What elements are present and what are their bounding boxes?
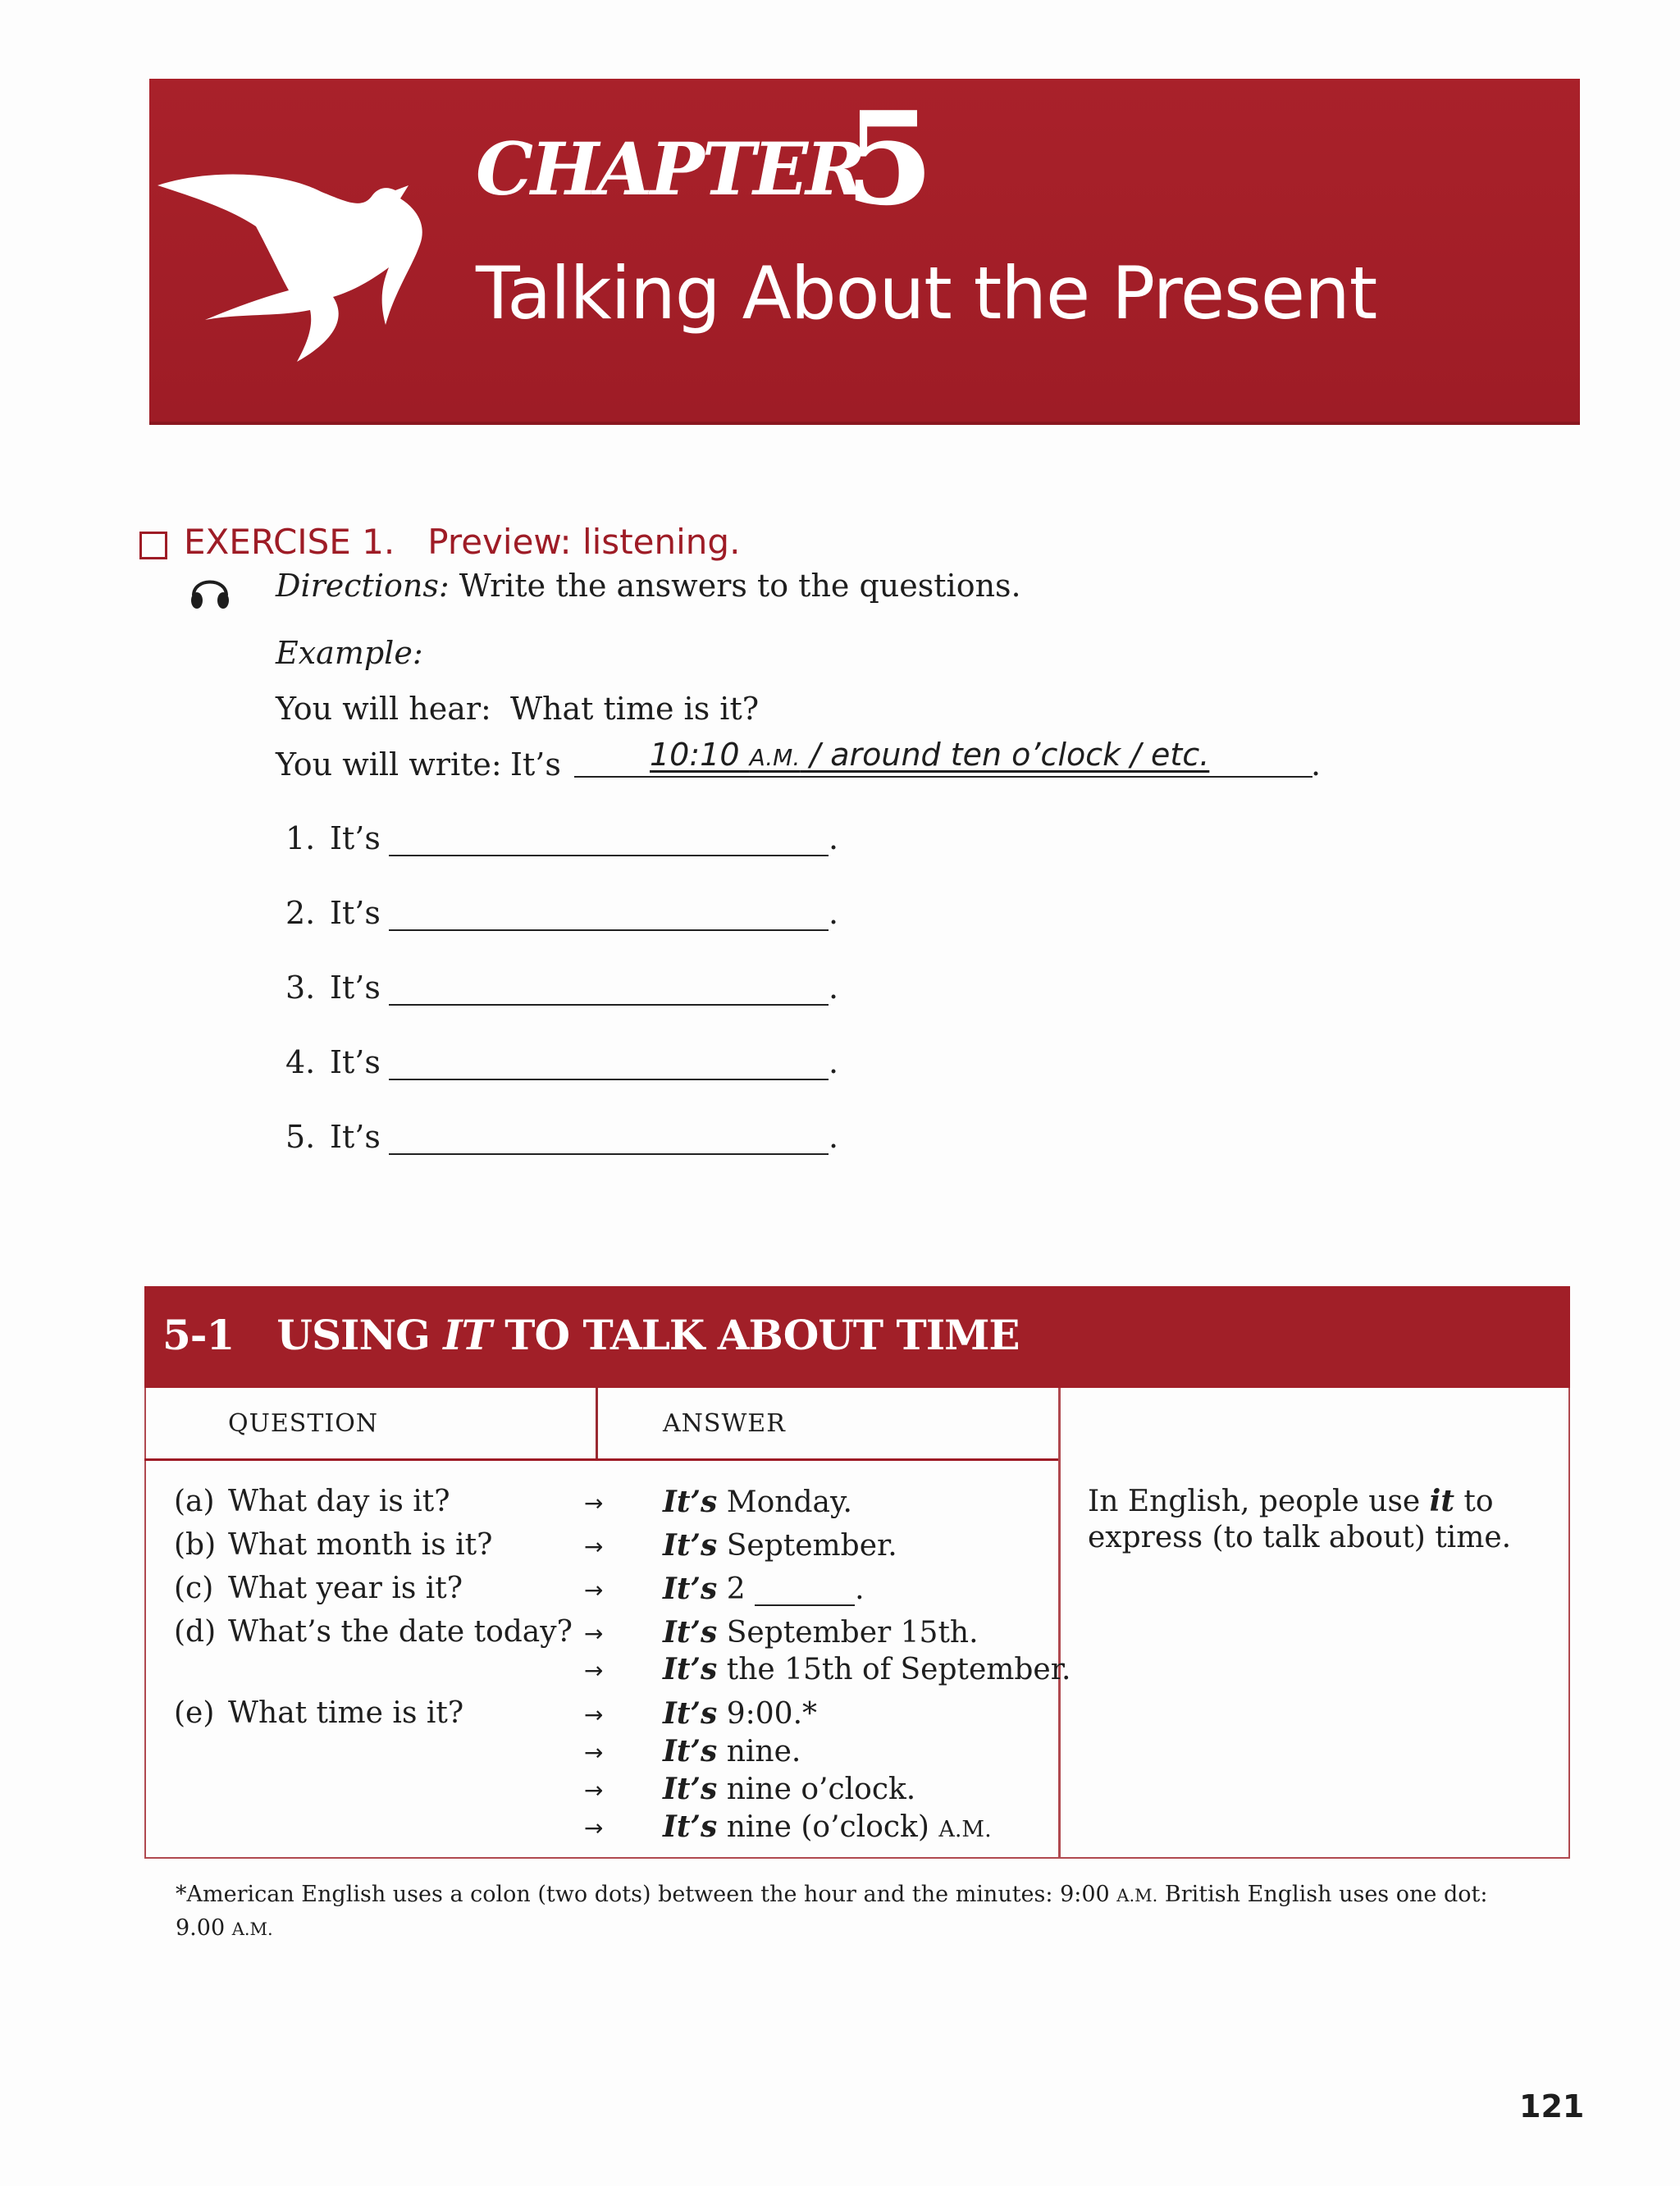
question-label: (d) xyxy=(174,1615,217,1649)
answer-its: It’s xyxy=(663,1696,718,1731)
question-row xyxy=(174,1528,492,1562)
example-answer-am: A.M. xyxy=(749,744,801,771)
chart-title xyxy=(162,1311,1020,1359)
header-divider xyxy=(596,1388,598,1460)
example-answer-line xyxy=(574,776,1312,778)
answer-blank[interactable] xyxy=(389,827,829,856)
column-divider xyxy=(1058,1388,1061,1859)
example-answer-time: 10:10 xyxy=(650,737,750,773)
item-its: It’s xyxy=(330,895,381,931)
chart-title-it: IT xyxy=(443,1311,491,1359)
answer-blank[interactable] xyxy=(389,1051,829,1080)
page-number: 121 xyxy=(1519,2088,1585,2124)
question-text: What day is it? xyxy=(228,1485,450,1518)
chart-header xyxy=(144,1286,1570,1388)
question-text: What time is it? xyxy=(228,1696,464,1730)
item-its: It’s xyxy=(330,1119,381,1155)
answer-item xyxy=(285,895,838,931)
arrow-icon: → xyxy=(584,1657,604,1684)
write-label: You will write: xyxy=(276,746,502,783)
exercise-heading xyxy=(184,522,740,562)
arrow-icon: → xyxy=(584,1490,604,1517)
directions-text: Write the answers to the questions. xyxy=(459,568,1021,604)
item-period: . xyxy=(829,1044,839,1080)
item-number: 3. xyxy=(285,970,316,1006)
answer-blank[interactable] xyxy=(389,1125,829,1155)
answer-item xyxy=(285,1044,838,1080)
footnote xyxy=(176,1878,1488,1946)
headphones-icon xyxy=(187,568,233,614)
arrow-icon: → xyxy=(584,1739,604,1766)
answer-item xyxy=(285,1119,838,1155)
chart-title-pre: USING xyxy=(276,1311,444,1359)
example-period: . xyxy=(1311,746,1322,783)
chapter-number: 5 xyxy=(845,84,934,234)
directions-label: Directions: xyxy=(276,568,450,604)
answer-row xyxy=(663,1809,992,1844)
chart-note xyxy=(1088,1483,1547,1556)
answer-its: It’s xyxy=(663,1528,718,1563)
chart-title-post: TO TALK ABOUT TIME xyxy=(491,1311,1020,1359)
footnote-am: A.M. xyxy=(1116,1886,1158,1905)
answer-am: A.M. xyxy=(938,1817,992,1842)
item-its: It’s xyxy=(330,970,381,1006)
exercise-label: EXERCISE 1. xyxy=(184,522,395,562)
question-row xyxy=(174,1615,573,1649)
answer-text: 2 xyxy=(717,1572,746,1606)
answer-item xyxy=(285,970,838,1006)
question-label: (b) xyxy=(174,1528,217,1562)
column-header-answer: ANSWER xyxy=(663,1409,786,1438)
answer-row xyxy=(663,1615,979,1650)
answer-text: 9:00.* xyxy=(717,1697,818,1731)
answer-its: It’s xyxy=(663,1772,718,1806)
chapter-title: Talking About the Present xyxy=(476,251,1377,335)
answer-text: nine. xyxy=(717,1735,801,1768)
question-label: (c) xyxy=(174,1572,214,1605)
answer-row xyxy=(663,1772,915,1806)
answer-row xyxy=(663,1696,817,1731)
item-its: It’s xyxy=(330,820,381,856)
item-period: . xyxy=(829,820,839,856)
question-row xyxy=(174,1572,463,1605)
answer-its: It’s xyxy=(663,1734,718,1768)
item-period: . xyxy=(829,895,839,931)
answer-text: Monday. xyxy=(717,1485,852,1519)
hear-label: You will hear: xyxy=(276,691,491,727)
answer-text: nine (o’clock) xyxy=(717,1810,939,1844)
question-label: (e) xyxy=(174,1696,215,1730)
question-text: What’s the date today? xyxy=(228,1615,573,1649)
item-number: 4. xyxy=(285,1044,316,1080)
question-row xyxy=(174,1696,463,1730)
arrow-icon: → xyxy=(584,1701,604,1728)
footnote-am: A.M. xyxy=(231,1919,273,1939)
item-its: It’s xyxy=(330,1044,381,1080)
example-label: Example: xyxy=(276,635,423,671)
item-number: 2. xyxy=(285,895,316,931)
year-blank[interactable] xyxy=(755,1580,855,1606)
footnote-mid: British English uses one dot: 9.00 xyxy=(176,1882,1488,1941)
answer-its: It’s xyxy=(663,1485,718,1519)
item-period: . xyxy=(829,970,839,1006)
arrow-icon: → xyxy=(584,1777,604,1804)
answer-item xyxy=(285,820,838,856)
question-row xyxy=(174,1485,450,1518)
answer-row xyxy=(663,1652,1071,1686)
example-answer-rest: / around ten o’clock / etc. xyxy=(800,737,1210,773)
answer-its: It’s xyxy=(663,1615,718,1650)
answer-row xyxy=(663,1528,897,1563)
answer-text: September 15th. xyxy=(717,1616,979,1650)
item-period: . xyxy=(829,1119,839,1155)
bird-icon xyxy=(158,153,453,366)
answer-row xyxy=(663,1572,865,1606)
note-pre: In English, people use xyxy=(1088,1485,1430,1518)
note-it: it xyxy=(1429,1484,1454,1518)
header-underline xyxy=(144,1458,1058,1461)
answer-its: It’s xyxy=(663,1652,718,1686)
answer-text: September. xyxy=(717,1529,897,1563)
chapter-banner xyxy=(149,79,1580,425)
answer-row xyxy=(663,1734,801,1768)
example-answer xyxy=(650,737,1209,773)
note-post: to express (to talk about) time. xyxy=(1088,1485,1512,1554)
answer-text: nine o’clock. xyxy=(717,1773,916,1806)
arrow-icon: → xyxy=(584,1577,604,1604)
checkbox-icon[interactable] xyxy=(139,532,167,559)
answer-its: It’s xyxy=(663,1572,718,1606)
chart-number: 5-1 xyxy=(162,1311,235,1359)
hear-value: What time is it? xyxy=(510,691,760,727)
column-header-question: QUESTION xyxy=(228,1409,379,1438)
question-text: What month is it? xyxy=(228,1528,493,1562)
question-label: (a) xyxy=(174,1485,215,1518)
answer-text: the 15th of September. xyxy=(717,1653,1071,1686)
write-its: It’s xyxy=(510,746,561,783)
arrow-icon: → xyxy=(584,1620,604,1647)
answer-blank[interactable] xyxy=(389,976,829,1006)
answer-blank[interactable] xyxy=(389,901,829,931)
arrow-icon: → xyxy=(584,1533,604,1560)
directions xyxy=(276,568,1021,604)
item-number: 5. xyxy=(285,1119,316,1155)
question-text: What year is it? xyxy=(228,1572,463,1605)
answer-its: It’s xyxy=(663,1809,718,1844)
exercise-topic: Preview: listening. xyxy=(427,522,741,562)
footnote-pre: *American English uses a colon (two dots) between the hour and the minutes: 9:00 xyxy=(176,1882,1117,1907)
item-number: 1. xyxy=(285,820,316,856)
chapter-word: CHAPTER xyxy=(476,126,864,212)
arrow-icon: → xyxy=(584,1814,604,1841)
answer-row xyxy=(663,1485,852,1519)
answer-tail: . xyxy=(855,1572,865,1606)
